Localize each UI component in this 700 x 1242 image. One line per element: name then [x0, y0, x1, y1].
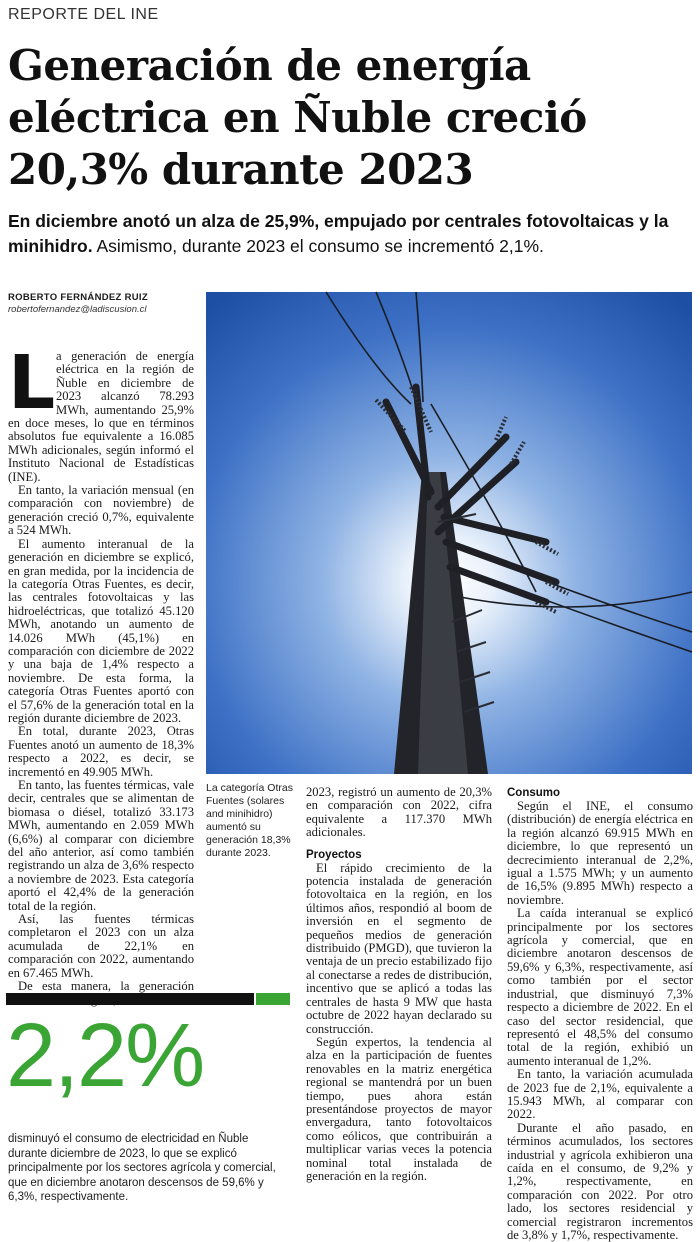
deck-bold: En diciembre anotó un alza de 25,9%, empujado por centrales fotovoltaicas y la minihidro.: [8, 211, 669, 256]
paragraph: Según el INE, el consumo (distribución) de energía eléctrica en la región alcanzó 69.915 MWh en diciembre, lo que representó un decrecimiento interanual de 2,2%, igual a 1.575 MWh; y un aumento de 16,5% (9.895 MWh) respecto a noviembre.: [507, 799, 693, 907]
section-kicker: REPORTE DEL INE: [8, 6, 159, 23]
paragraph: En tanto, la variación mensual (en comparación con noviembre) de generación creció 0,7%, equivalente a 524 MWh.: [8, 483, 194, 538]
column-1: [8, 340, 194, 994]
dropcap: L: [8, 340, 56, 426]
paragraph: El aumento interanual de la generación en diciembre se explicó, en gran medida, por la incidencia de la categoría Otras Fuentes, es decir, las centrales fotovoltaicas y las hidroeléctricas, que totalizó 45.120 MWh, anotando un aumento de 14.026 MWh (45,1%) en comparación con diciembre de 2022 y una baja de 1,4% respecto a noviembre. De esta forma, la categoría Otras Fuentes aportó con el 57,6% de la generación total en la región durante diciembre de 2023.: [8, 536, 194, 725]
factbox-bar-green: [256, 993, 290, 1005]
transmission-tower-photo: [206, 292, 692, 774]
paragraph: Según expertos, la tendencia al alza en la participación de fuentes renovables en la matriz energética regional se mantendrá por un buen tiempo, pues ahora están presentándose proyectos de mayor envergadura, tanto fotovoltaicos como eólicos, que contribuirán a multiplicar varias veces la potencia nominal total instalada de generación en la región.: [306, 1034, 492, 1183]
deck: [8, 209, 692, 259]
paragraph: De esta manera, la generación: [18, 979, 194, 994]
paragraph: a generación de energía eléctrica en la región de Ñuble en diciembre de 2023 alcanzó 78.293 MWh, aumentando 25,9% en doce meses, lo que en términos absolutos fue equivalente a 16.085 MWh adicionales, según informó el Instituto Nacional de Estadísticas (INE).: [8, 349, 194, 484]
paragraph: Así, las fuentes térmicas completaron el 2023 con un alza acumulada de 22,1% en comparación con 2022, aumentando en 67.465 MWh.: [8, 912, 194, 980]
paragraph: En tanto, la variación acumulada de 2023 fue de 2,1%, equivalente a 15.943 MWh, al comparar con 2022.: [507, 1067, 693, 1122]
subheading-consumo: Consumo: [507, 787, 561, 799]
paragraph: En total, durante 2023, Otras Fuentes anotó un aumento de 18,3% respecto a 2022, es decir, se incrementó en 49.905 MWh.: [8, 724, 194, 779]
paragraph: La caída interanual se explicó principalmente por los sectores agrícola y comercial, que en diciembre anotaron descensos de 59,6% y 6,3%, respectivamente, así como también por el sector industrial, que disminuyó 7,3% respecto a diciembre de 2022. En el caso del sector residencial, que representó el 48,5% del consumo total de la región, exhibió un aumento interanual de 1,2%.: [507, 906, 693, 1068]
headline: Generación de energía eléctrica en Ñuble creció 20,3% durante 2023: [8, 41, 587, 194]
factbox-text: disminuyó el consumo de electricidad en Ñuble durante diciembre de 2023, lo que se explicó principalmente por los sectores agrícola y comercial, que en diciembre anotaron descensos de 59,6% y 6,3%, respectivamente.: [8, 1133, 276, 1203]
factbox-bar-black: [6, 993, 254, 1005]
author-name: ROBERTO FERNÁNDEZ RUIZ: [8, 292, 148, 303]
subheading-proyectos: Proyectos: [306, 848, 362, 861]
photo-caption: La categoría Otras Fuentes (solares and minihidro) aumentó su generación 18,3% durante 2023.: [206, 782, 293, 859]
paragraph: 2023, registró un aumento de 20,3% en comparación con 2022, cifra equivalente a 117.370 MWh adicionales.: [306, 785, 492, 840]
paragraph: Durante el año pasado, en términos acumulados, los sectores industrial y agrícola exhibieron una caída en el consumo, de 9,2% y 1,2%, respectivamente, en comparación con 2022. Por otro lado, los sectores residencial y comercial registraron incrementos de 3,8% y 1,7%, respectivamente.: [507, 1120, 693, 1242]
paragraph: El rápido crecimiento de la potencia instalada de generación fotovoltaica en la región, en los últimos años, respondió al boom de inversión en el segmento de pequeños medios de generación distribuido (PMGD), que tuvieron la ventaja de un precio estabilizado fijo al conectarse a redes de distribución, incentivo que se aplicó a todas las centrales de hasta 9 MW que hasta octubre de 2022 hayan declarado su construcción.: [306, 860, 492, 1036]
column-3: [507, 786, 693, 1242]
tower-photo-illustration: [206, 292, 692, 774]
column-2: [306, 786, 492, 1201]
byline: [8, 292, 148, 316]
deck-regular: Asimismo, durante 2023 el consumo se incrementó 2,1%.: [92, 236, 544, 256]
paragraph: En tanto, las fuentes térmicas, vale decir, centrales que se alimentan de biomasa o diésel, totalizó 33.173 MWh, aumentando en 2.059 MWh (6,6%) al comparar con diciembre del año anterior, así como también registrando un alza de 3,6% respecto a noviembre de 2023. Esta categoría aportó el 42,4% de la generación total de la región.: [8, 778, 194, 913]
factbox-number: 2,2%: [6, 1006, 204, 1106]
author-email[interactable]: robertofernandez@ladiscusion.cl: [8, 304, 147, 315]
